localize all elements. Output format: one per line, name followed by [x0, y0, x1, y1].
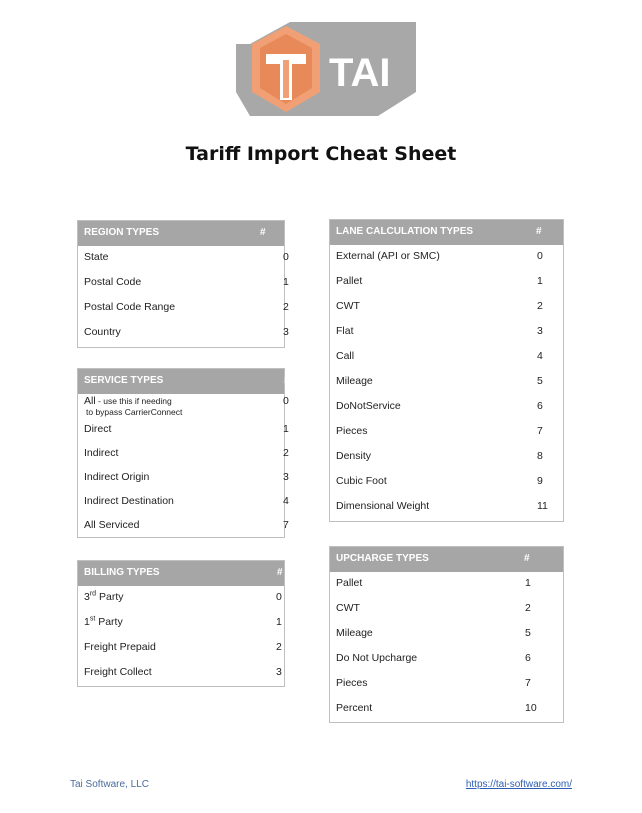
row-number: 6	[525, 652, 531, 664]
row-number: 1	[537, 275, 543, 287]
row-label: Indirect Destination	[84, 495, 174, 507]
table-header	[330, 547, 563, 572]
row-number: 4	[283, 495, 289, 507]
row-label: Freight Collect	[84, 666, 152, 678]
table-row	[330, 395, 563, 420]
row-number: 11	[537, 500, 548, 512]
row-label: Postal Code Range	[84, 301, 176, 313]
service-types-table	[77, 368, 290, 538]
row-note: - use this if needing	[95, 396, 172, 406]
table-row	[330, 647, 563, 672]
row-label: Country	[84, 326, 121, 338]
row-number: 1	[283, 276, 289, 288]
table-row	[330, 697, 563, 722]
row-label: 3rd Party	[84, 590, 124, 603]
table-row	[78, 296, 289, 321]
row-note: to bypass CarrierConnect	[86, 407, 183, 417]
header-hash: #	[260, 227, 266, 238]
row-number: 5	[537, 375, 543, 387]
row-number: 9	[537, 475, 543, 487]
table-row	[330, 295, 563, 320]
row-label: Do Not Upcharge	[336, 652, 418, 664]
row-number: 2	[525, 602, 531, 614]
header-label: LANE CALCULATION TYPES	[336, 226, 474, 237]
table-row	[78, 636, 284, 661]
row-number: 7	[283, 519, 289, 531]
row-number: 8	[537, 450, 543, 462]
row-number: 3	[276, 666, 282, 678]
row-label: Pallet	[336, 577, 363, 589]
table-row	[330, 572, 563, 597]
row-label: Pallet	[336, 275, 363, 287]
logo-t-mark-notch	[283, 60, 289, 98]
logo-wordmark: TAI	[329, 51, 391, 95]
table-header	[78, 561, 284, 586]
row-label: Postal Code	[84, 276, 142, 288]
table-row	[78, 514, 289, 538]
row-number: 1	[276, 616, 282, 628]
header-label: SERVICE TYPES	[84, 375, 164, 386]
table-row	[78, 661, 284, 686]
row-number: 7	[525, 677, 531, 689]
header-hash: #	[277, 567, 283, 578]
header-hash: #	[536, 226, 542, 237]
table-row	[78, 394, 289, 418]
row-label: All Serviced	[84, 519, 140, 531]
row-number: 7	[537, 425, 543, 437]
row-number: 0	[537, 250, 543, 262]
table-row	[78, 442, 289, 466]
row-label: CWT	[336, 602, 360, 614]
row-number: 3	[283, 471, 289, 483]
table-header	[78, 369, 290, 394]
footer-company: Tai Software, LLC	[70, 779, 149, 790]
table-row	[78, 418, 289, 442]
table-row	[330, 420, 563, 445]
row-label: Dimensional Weight	[336, 500, 430, 512]
row-number: 2	[283, 447, 289, 459]
row-label: Freight Prepaid	[84, 641, 156, 653]
row-number: 0	[283, 395, 289, 407]
lane-calculation-types-table	[329, 219, 564, 522]
row-label: Flat	[336, 325, 354, 337]
row-number: 3	[537, 325, 543, 337]
table-row	[78, 490, 289, 514]
row-number: 4	[537, 350, 543, 362]
upcharge-types-table	[329, 546, 564, 723]
header-label: BILLING TYPES	[84, 567, 160, 578]
table-row	[330, 445, 563, 470]
row-number: 2	[537, 300, 543, 312]
table-row	[78, 611, 284, 636]
row-label: All	[84, 395, 96, 407]
table-row	[78, 321, 289, 346]
row-label: Density	[336, 450, 372, 462]
header-hash: #	[524, 553, 530, 564]
page-title: Tariff Import Cheat Sheet	[185, 143, 457, 165]
row-number: 2	[276, 641, 282, 653]
row-number: 2	[283, 301, 289, 313]
table-row	[330, 320, 563, 345]
row-label: Direct	[84, 423, 112, 435]
table-row	[78, 246, 289, 271]
row-number: 1	[283, 423, 289, 435]
row-number: 6	[537, 400, 543, 412]
row-label: Mileage	[336, 375, 373, 387]
row-label: Pieces	[336, 677, 368, 689]
table-row	[330, 622, 563, 647]
table-row	[330, 672, 563, 697]
table-row	[330, 495, 563, 520]
footer-website-link[interactable]: https://tai-software.com/	[465, 779, 572, 790]
table-row	[330, 270, 563, 295]
table-row	[78, 271, 289, 296]
row-label: CWT	[336, 300, 360, 312]
table-header	[78, 221, 284, 246]
table-row	[78, 466, 289, 490]
row-number: 1	[525, 577, 531, 589]
row-label: Indirect Origin	[84, 471, 150, 483]
table-row	[330, 597, 563, 622]
tai-logo	[236, 20, 416, 118]
row-number: 5	[525, 627, 531, 639]
table-row	[78, 586, 284, 611]
row-number: 0	[283, 251, 289, 263]
table-header	[330, 220, 563, 245]
row-label: Percent	[336, 702, 373, 714]
row-number: 3	[283, 326, 289, 338]
row-label: Cubic Foot	[336, 475, 387, 487]
billing-types-table	[77, 560, 285, 687]
row-label: 1st Party	[84, 615, 123, 628]
header-label: REGION TYPES	[84, 227, 160, 238]
row-label: Mileage	[336, 627, 373, 639]
table-row	[330, 370, 563, 395]
region-types-table	[77, 220, 289, 348]
header-hash: #	[284, 375, 290, 386]
table-row	[330, 470, 563, 495]
table-row	[330, 345, 563, 370]
row-label: Call	[336, 350, 355, 362]
row-label: External (API or SMC)	[336, 250, 440, 262]
row-number: 10	[525, 702, 537, 714]
row-label: State	[84, 251, 109, 263]
row-label: DoNotService	[336, 400, 401, 412]
row-number: 0	[276, 591, 282, 603]
row-label: Pieces	[336, 425, 368, 437]
table-row	[330, 245, 563, 270]
row-label: Indirect	[84, 447, 119, 459]
header-label: UPCHARGE TYPES	[336, 553, 429, 564]
